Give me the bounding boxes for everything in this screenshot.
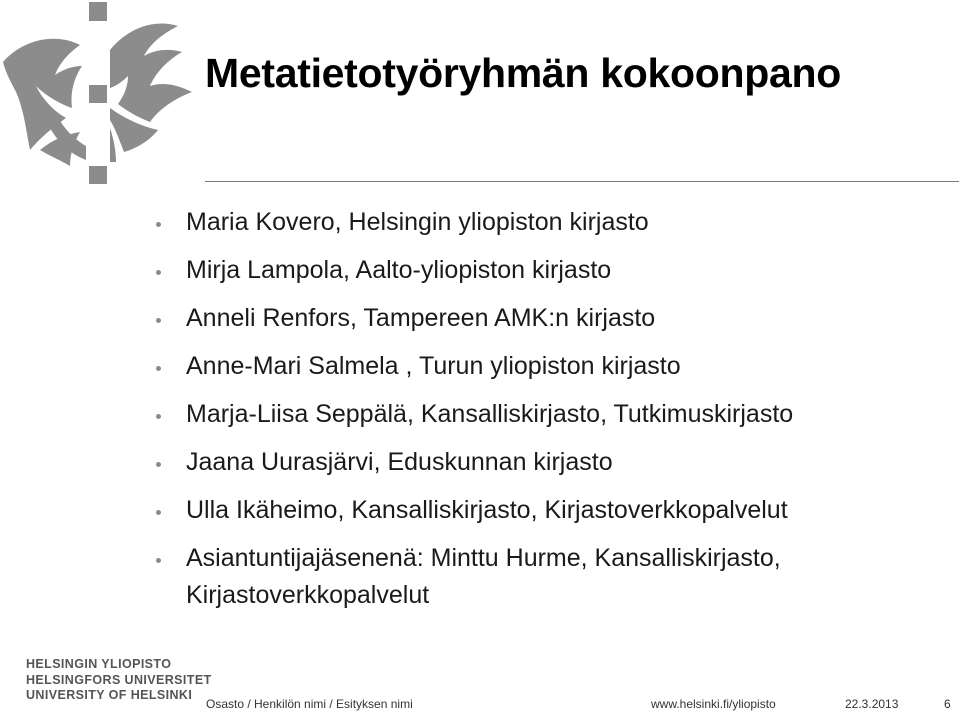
bullet-list — [150, 204, 940, 625]
bullet-icon — [156, 366, 161, 371]
bullet-icon — [156, 558, 161, 563]
bullet-text: Anneli Renfors, Tampereen AMK:n kirjasto — [186, 304, 656, 332]
bullet-item — [150, 252, 940, 289]
footer-url: www.helsinki.fi/yliopisto — [651, 697, 776, 711]
footer-presentation-info: Osasto / Henkilön nimi / Esityksen nimi — [206, 697, 413, 711]
bullet-text: Marja-Liisa Seppälä, Kansalliskirjasto, Tutkimuskirjasto — [186, 400, 794, 428]
bullet-text: Mirja Lampola, Aalto-yliopiston kirjasto — [186, 256, 612, 284]
bullet-icon — [156, 462, 161, 467]
bullet-icon — [156, 414, 161, 419]
title-divider — [205, 181, 959, 182]
bullet-text: Anne-Mari Salmela , Turun yliopiston kirjasto — [186, 352, 681, 380]
bullet-text-line-2: Kirjastoverkkopalvelut — [186, 581, 430, 609]
bullet-icon — [156, 222, 161, 227]
footer-date: 22.3.2013 — [845, 697, 899, 711]
bullet-item — [150, 492, 940, 529]
footer-page-number: 6 — [944, 697, 951, 711]
bullet-item — [150, 540, 940, 614]
bullet-icon — [156, 270, 161, 275]
university-wordmark — [26, 657, 212, 704]
bullet-item — [150, 300, 940, 337]
bullet-text: Jaana Uurasjärvi, Eduskunnan kirjasto — [186, 448, 613, 476]
bullet-icon — [156, 318, 161, 323]
wordmark-line-english: UNIVERSITY OF HELSINKI — [26, 688, 193, 702]
bullet-item — [150, 348, 940, 385]
wordmark-line-swedish: HELSINGFORS UNIVERSITET — [26, 672, 212, 687]
bullet-item — [150, 396, 940, 433]
bullet-text-line-1: Asiantuntijajäsenenä: Minttu Hurme, Kansalliskirjasto, — [186, 544, 781, 572]
slide-title: Metatietotyöryhmän kokoonpano — [205, 50, 841, 96]
bullet-item — [150, 204, 940, 241]
bullet-item — [150, 444, 940, 481]
wordmark-line-finnish: HELSINGIN YLIOPISTO — [26, 657, 172, 671]
bullet-text: Maria Kovero, Helsingin yliopiston kirjasto — [186, 208, 649, 236]
bullet-icon — [156, 510, 161, 515]
university-flame-logo-icon — [0, 0, 200, 190]
bullet-text: Ulla Ikäheimo, Kansalliskirjasto, Kirjastoverkkopalvelut — [186, 496, 788, 524]
